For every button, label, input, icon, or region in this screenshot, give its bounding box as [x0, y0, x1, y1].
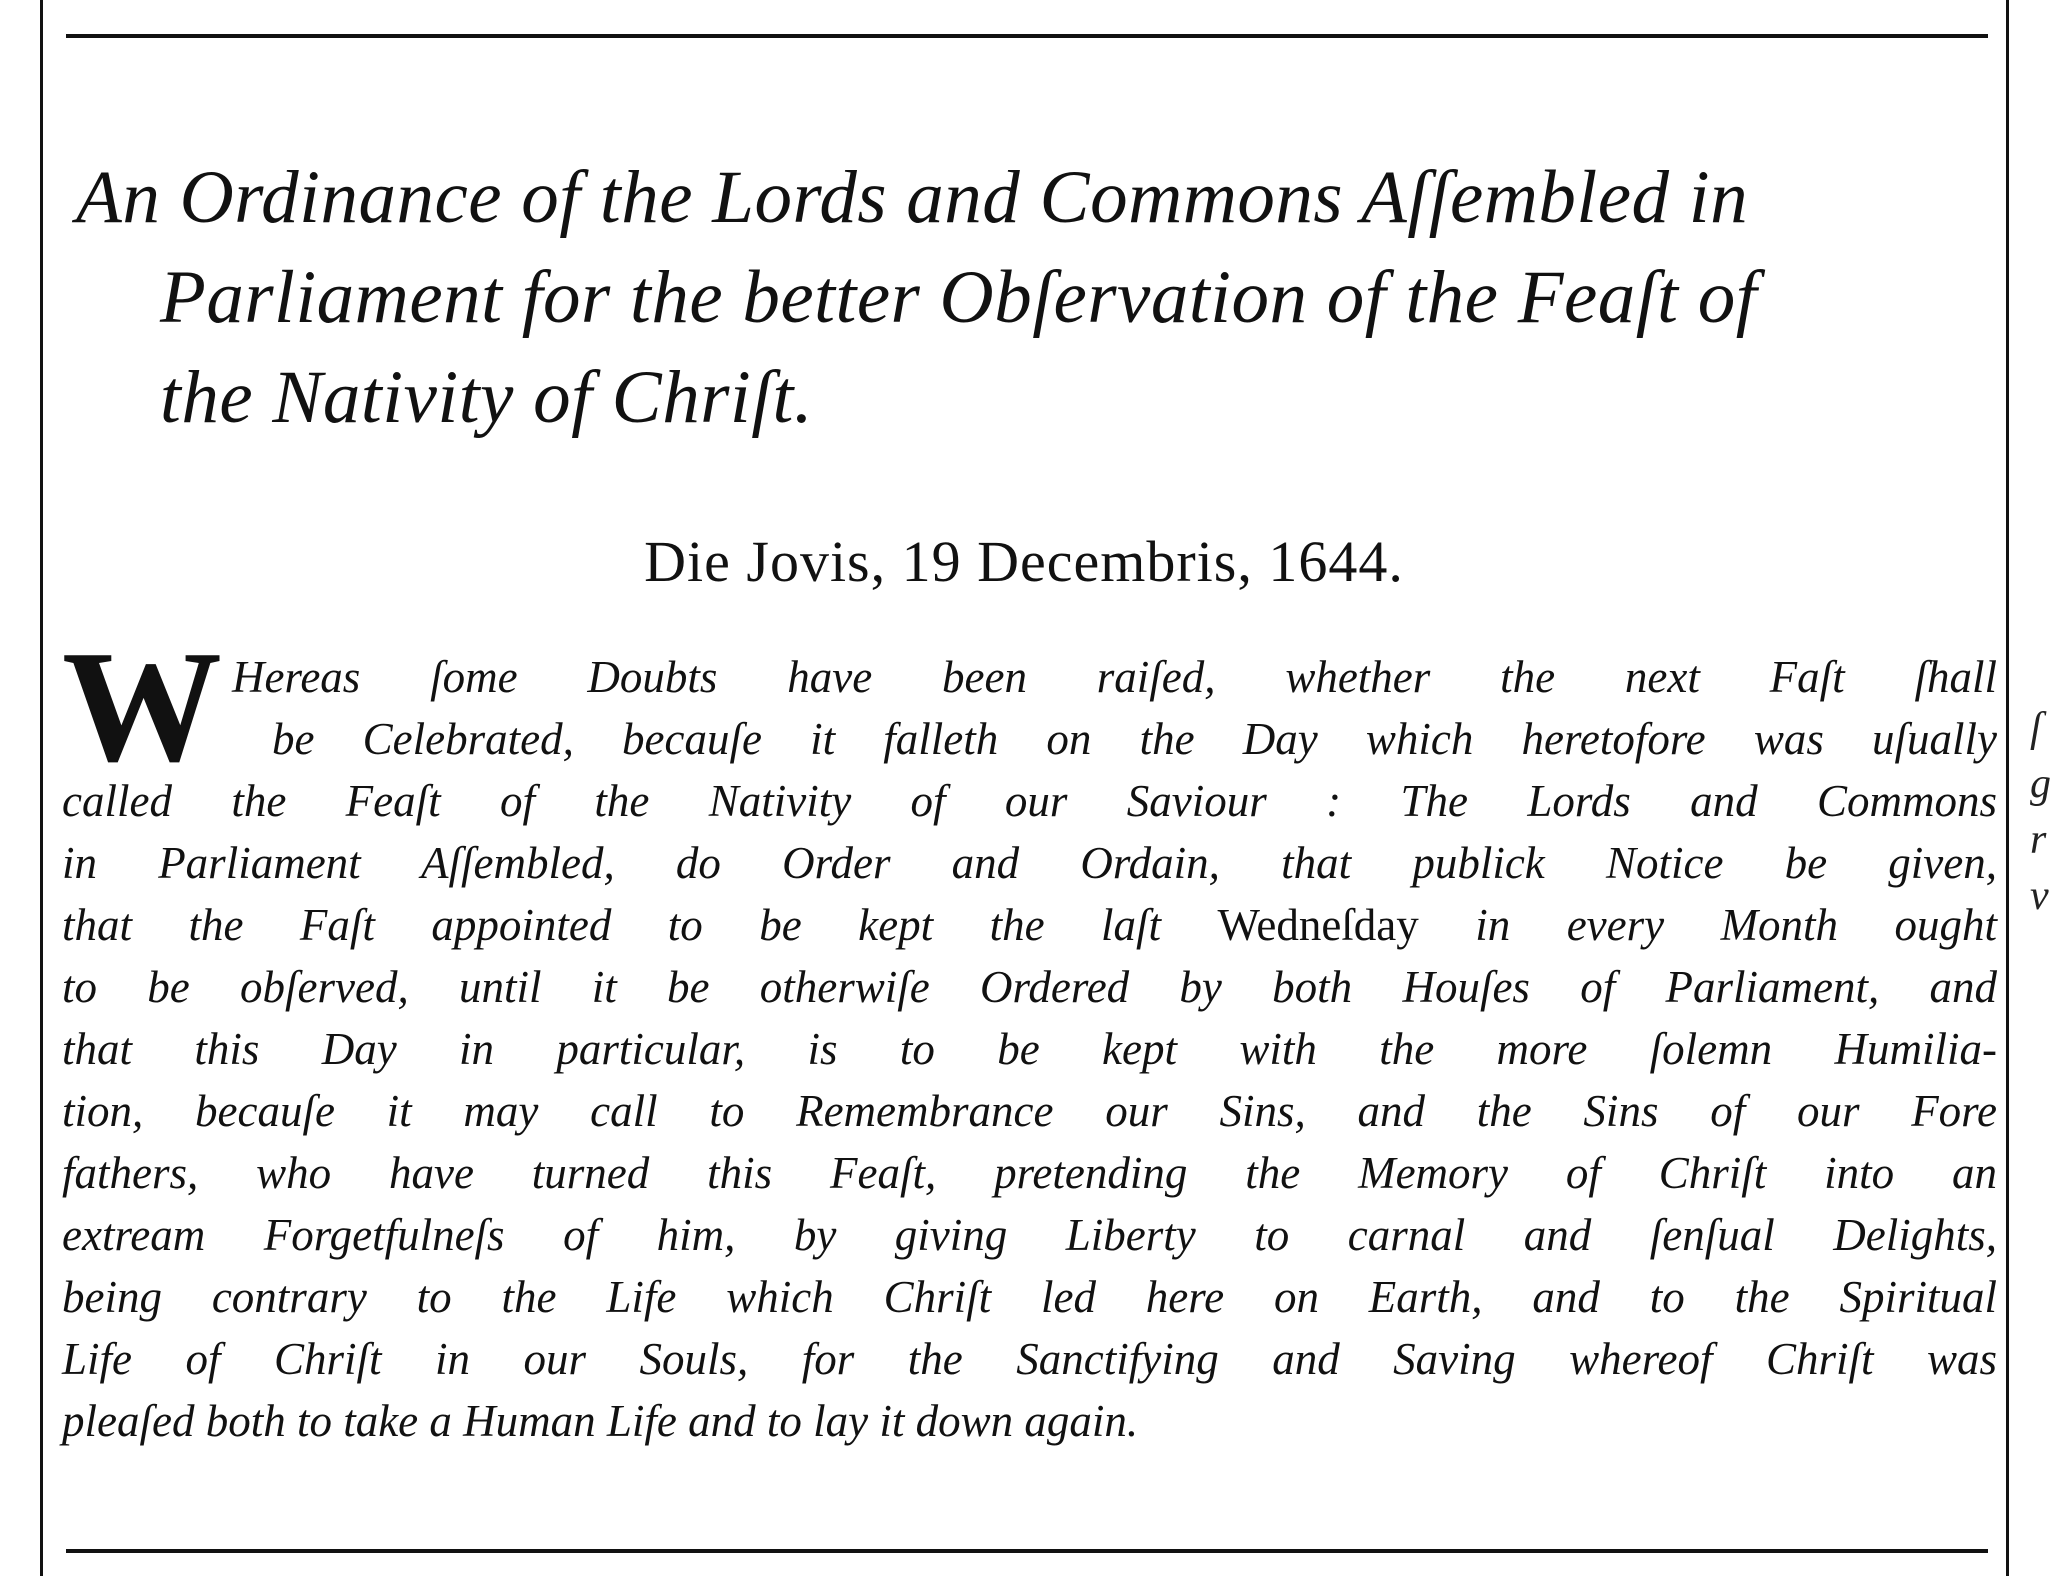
body-line-5-end: in every Month ought — [1475, 900, 1998, 950]
fragment-char-2: g — [2030, 761, 2051, 807]
title-line-1: An Ordinance of the Lords and Commons Aſſembled in — [76, 156, 1749, 239]
body-line-4: in Parliament Aſſembled, do Order and Ordain, that publick Notice be given, — [62, 838, 1997, 888]
top-rule — [66, 34, 1988, 38]
bottom-rule — [66, 1549, 1988, 1553]
body-line-10: extream Forgetfulneſs of him, by giving Liberty to carnal and ſenſual Delights, — [62, 1210, 1997, 1260]
adjacent-page-fragment — [2030, 700, 2051, 924]
body-line-7: that this Day in particular, is to be kept with the more ſolemn Humilia- — [62, 1024, 1997, 1074]
body-line-13: pleaſed both to take a Human Life and to lay it down again. — [62, 1396, 1139, 1446]
fragment-char-4: v — [2030, 873, 2049, 919]
body-line-6: to be obſerved, until it be otherwiſe Ordered by both Houſes of Parliament, and — [62, 962, 1997, 1012]
body-line-11: being contrary to the Life which Chriſt led here on Earth, and to the Spiritual — [62, 1272, 1997, 1322]
body-line-9: fathers, who have turned this Feaſt, pretending the Memory of Chriſt into an — [62, 1148, 1997, 1198]
title-line-2: Parliament for the better Obſervation of the Feaſt of — [160, 256, 1758, 339]
fragment-char-3: r — [2030, 817, 2047, 863]
body-line-1: Hereas ſome Doubts have been raiſed, whether the next Faſt ſhall — [232, 652, 1997, 702]
left-frame-border — [40, 0, 43, 1576]
body-line-2: be Celebrated, becauſe it falleth on the Day which heretofore was uſually — [272, 714, 1997, 764]
body-line-3: called the Feaſt of the Nativity of our Saviour : The Lords and Commons — [62, 776, 1997, 826]
ordinance-date: Die Jovis, 19 Decembris, 1644. — [644, 529, 1404, 594]
weekday-word: Wedneſday — [1217, 900, 1419, 950]
ordinance-body — [62, 646, 1997, 1452]
body-line-8: tion, becauſe it may call to Remembrance our Sins, and the Sins of our Fore — [62, 1086, 1997, 1136]
body-line-12: Life of Chriſt in our Souls, for the Sanctifying and Saving whereof Chriſt was — [62, 1334, 1997, 1384]
title-line-3: the Nativity of Chriſt. — [160, 356, 814, 439]
body-line-5-start: that the Faſt appointed to be kept the laſt — [62, 900, 1162, 950]
body-line-5 — [62, 894, 1997, 956]
fragment-char-1: ſ — [2030, 705, 2042, 751]
right-frame-border — [2006, 0, 2009, 1576]
drop-cap: W — [62, 617, 222, 795]
ordinance-title — [76, 148, 2006, 448]
